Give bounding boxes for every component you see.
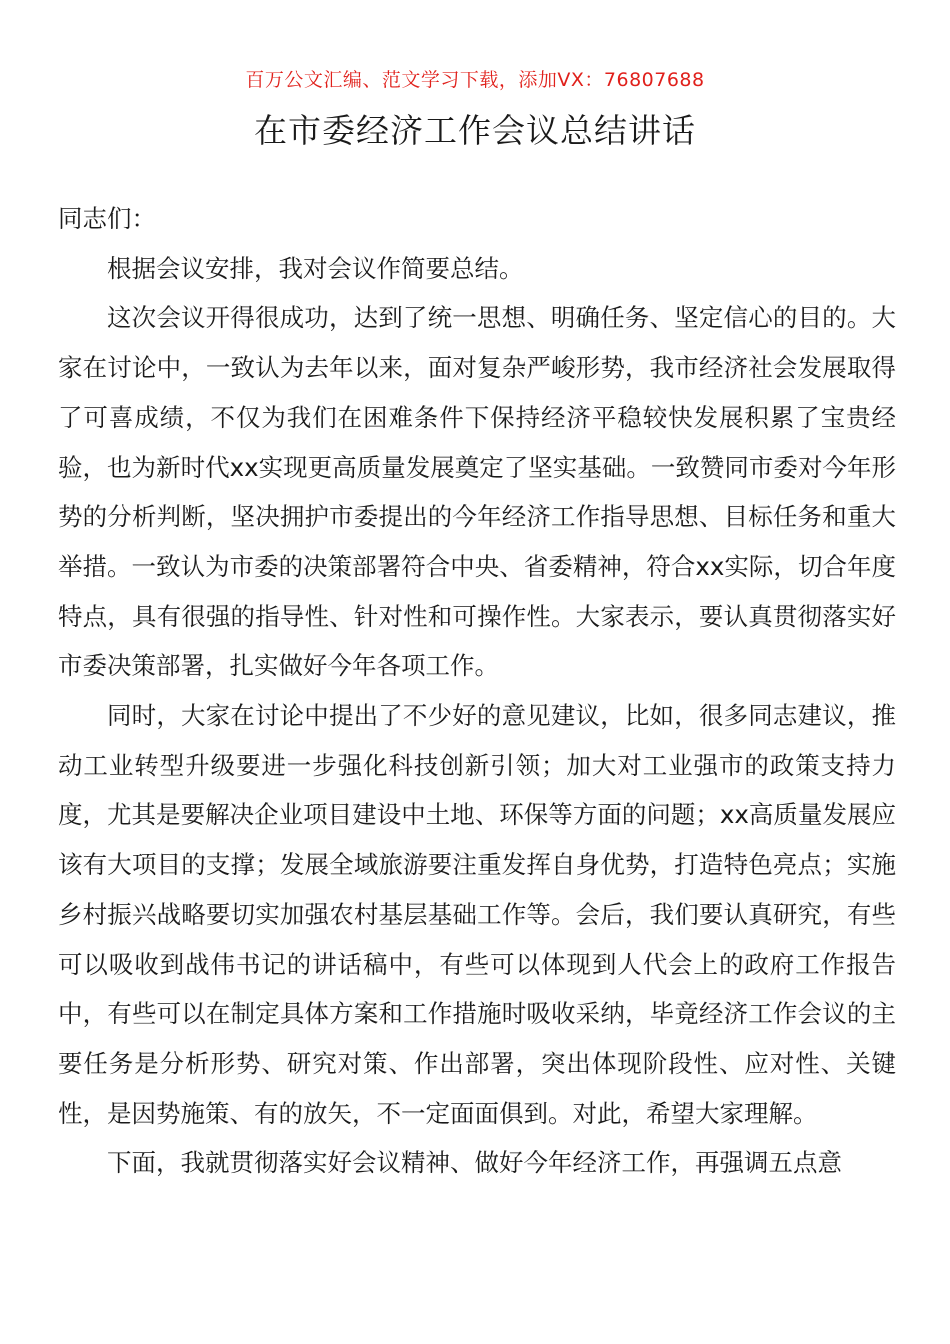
document-body: [58, 194, 896, 1188]
salutation: 同志们：: [58, 204, 156, 233]
paragraph-3: 同时，大家在讨论中提出了不少好的意见建议，比如，很多同志建议，推动工业转型升级要进一步强化科技创新引领；加大对工业强市的政策支持力度，尤其是要解决企业项目建设中土地、环保等方面的问题；xx高质量发展应该有大项目的支撑；发展全域旅游要注重发挥自身优势，打造特色亮点；实施乡村振兴战略要切实加强农村基层基础工作等。会后，我们要认真研究，有些可以吸收到战伟书记的讲话稿中，有些可以体现到人代会上的政府工作报告中，有些可以在制定具体方案和工作措施时吸收采纳，毕竟经济工作会议的主要任务是分析形势、研究对策、作出部署，突出体现阶段性、应对性、关键性，是因势施策、有的放矢，不一定面面俱到。对此，希望大家理解。: [58, 701, 896, 1128]
paragraph-4: 下面，我就贯彻落实好会议精神、做好今年经济工作，再强调五点意: [107, 1148, 842, 1178]
promo-banner: 百万公文汇编、范文学习下载，添加VX：76807688: [245, 69, 705, 91]
paragraph-2: 这次会议开得很成功，达到了统一思想、明确任务、坚定信心的目的。大家在讨论中，一致认为去年以来，面对复杂严峻形势，我市经济社会发展取得了可喜成绩，不仅为我们在困难条件下保持经济平稳较快发展积累了宝贵经验，也为新时代xx实现更高质量发展奠定了坚实基础。一致赞同市委对今年形势的分析判断，坚决拥护市委提出的今年经济工作指导思想、目标任务和重大举措。一致认为市委的决策部署符合中央、省委精神，符合xx实际，切合年度特点，具有很强的指导性、针对性和可操作性。大家表示，要认真贯彻落实好市委决策部署，扎实做好今年各项工作。: [58, 303, 896, 681]
paragraph-1: 根据会议安排，我对会议作简要总结。: [107, 253, 524, 283]
document-title: 在市委经济工作会议总结讲话: [254, 111, 696, 150]
